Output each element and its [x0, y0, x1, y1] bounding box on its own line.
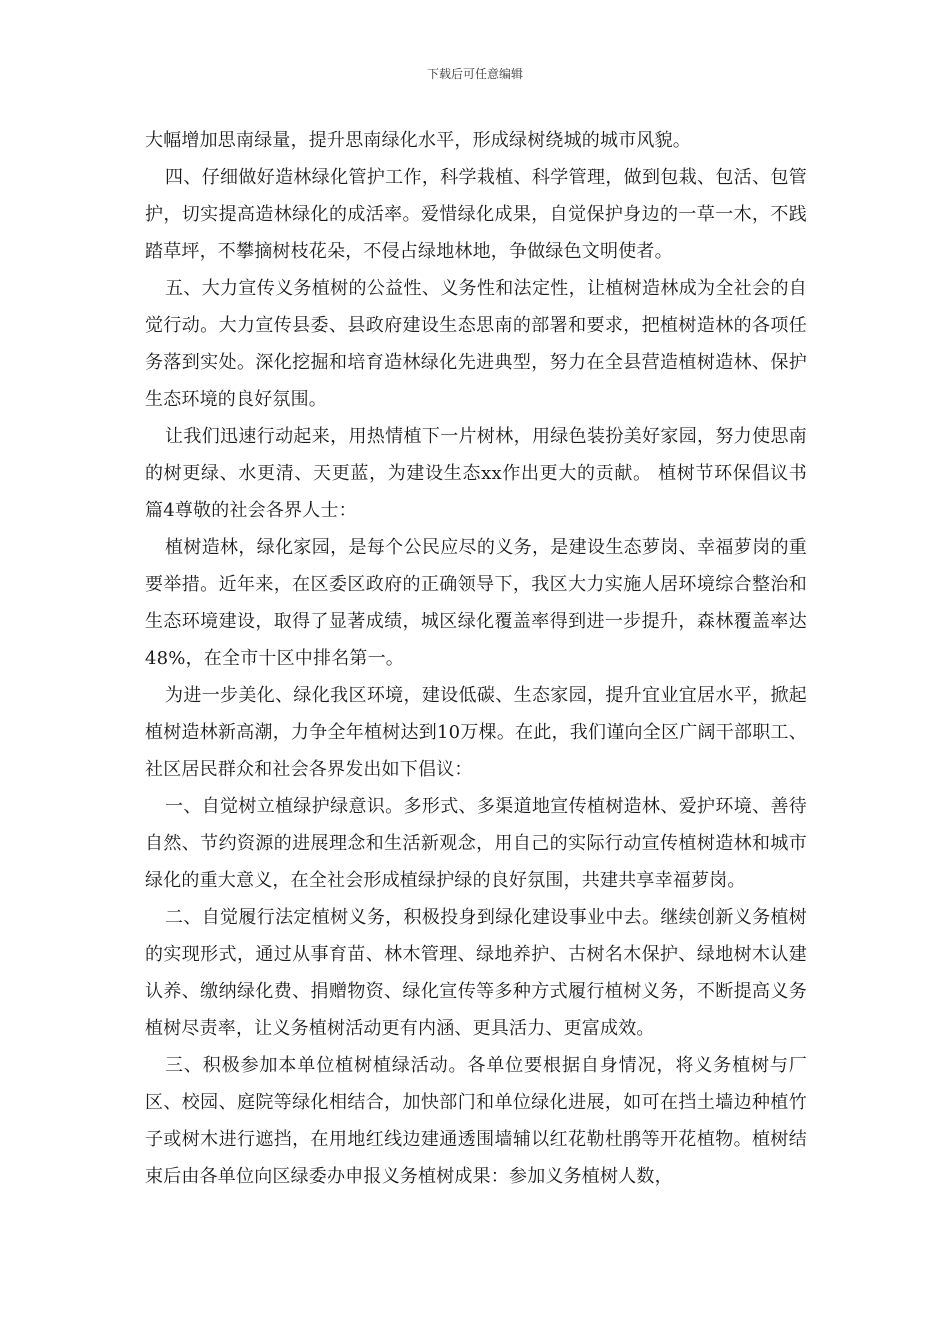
- document-body: [145, 122, 807, 1195]
- paragraph-goal: 为进一步美化、绿化我区环境，建设低碳、生态家园，提升宜业宜居水平，掀起植树造林新高潮，力争全年植树达到10万棵。在此，我们谨向全区广阔干部职工、社区居民群众和社会各界发出如下倡议：: [145, 685, 807, 780]
- paragraph-continuation: 大幅增加思南绿量，提升思南绿化水平，形成绿树绕城的城市风貌。: [145, 130, 691, 151]
- paragraph-item-two: 二、自觉履行法定植树义务，积极投身到绿化建设事业中去。继续创新义务植树的实现形式，通过从事育苗、林木管理、绿地养护、古树名木保护、绿地树木认建认养、缴纳绿化费、捐赠物资、绿化宣传等多种方式履行植树义务，不断提高义务植树尽责率，让义务植树活动更有内涵、更具活力、更富成效。: [145, 907, 807, 1039]
- paragraph-intro: 植树造林，绿化家园，是每个公民应尽的义务，是建设生态萝岗、幸福萝岗的重要举措。近年来，在区委区政府的正确领导下，我区大力实施人居环境综合整治和生态环境建设，取得了显著成绩，城区绿化覆盖率得到进一步提升，森林覆盖率达48%，在全市十区中排名第一。: [145, 537, 807, 669]
- paragraph-item-three: 三、积极参加本单位植树植绿活动。各单位要根据自身情况，将义务植树与厂区、校园、庭院等绿化相结合，加快部门和单位绿化进展，如可在挡土墙边种植竹子或树木进行遮挡，在用地红线边建通透围墙辅以红花勒杜鹃等开花植物。植树结束后由各单位向区绿委办申报义务植树成果：参加义务植树人数，: [145, 1055, 807, 1187]
- paragraph-item-one: 一、自觉树立植绿护绿意识。多形式、多渠道地宣传植树造林、爱护环境、善待自然、节约资源的进展理念和生活新观念，用自己的实际行动宣传植树造林和城市绿化的重大意义，在全社会形成植绿护绿的良好氛围，共建共享幸福萝岗。: [145, 796, 807, 891]
- paragraph-item-four: 四、仔细做好造林绿化管护工作，科学栽植、科学管理，做到包栽、包活、包管护，切实提高造林绿化的成活率。爱惜绿化成果，自觉保护身边的一草一木，不践踏草坪，不攀摘树枝花朵，不侵占绿地林地，争做绿色文明使者。: [145, 167, 807, 262]
- paragraph-call-to-action: 让我们迅速行动起来，用热情植下一片树林，用绿色装扮美好家园，努力使思南的树更绿、水更清、天更蓝，为建设生态xx作出更大的贡献。 植树节环保倡议书篇4尊敬的社会各界人士：: [145, 426, 807, 521]
- page-header-note: 下载后可任意编辑: [426, 67, 523, 81]
- paragraph-item-five: 五、大力宣传义务植树的公益性、义务性和法定性，让植树造林成为全社会的自觉行动。大力宣传县委、县政府建设生态思南的部署和要求，把植树造林的各项任务落到实处。深化挖掘和培育造林绿化先进典型，努力在全县营造植树造林、保护生态环境的良好氛围。: [145, 278, 807, 410]
